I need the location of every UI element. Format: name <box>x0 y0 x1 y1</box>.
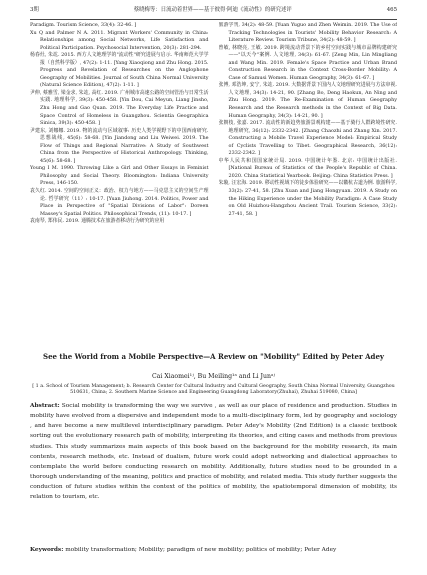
reference-entry: 杨春灶, 朱竑. 2015. 西方人文地理学的"流动性"研究进展与启示. 华南师范大学学报（自然科学版）, 47(2): 1-11. [Yang Xiaoqiong and Zhu Hong. 2015. Progress and Revelation of Researches on the Anglophone Geography of Mobilities. Journal of South China Normal University (Natural Science Edition), 47(2): 1-11. ] <box>30 52 209 89</box>
article-authors: Cai Xiaomei¹ʲ, Bu Meiling¹ᵃ and Li Junᵃʲ <box>151 373 276 380</box>
reference-entry: Paradigm. Tourism Science, 33(4): 32-46. ] <box>30 22 137 28</box>
reference-entry: 曾敏, 林晓亮, 王敏. 2019. 跨境流动背景下的乡村空间实践与城市品牌构建研究——"以天今"案例. 人文地理, 34(3): 61-67. [Zeng Min, Lin Mingliang and Wang Min. 2019. Female's Space Practice and Urban Brand Construction Research in the Context Cross-Border Mobility: A Case of Samusi Women. Human Geography, 34(3): 61-67. ] <box>218 44 397 81</box>
reference-entry: 朱璇, 汪宏海. 2019. 移动性视域下的徒步体验研究——以徽杭古道为例. 旅游科学, 33(2): 27-41, 58. [Zhu Xuan and Jiang Hongyuan. 2019. A Study on the Hiking Experience under the Mobility Paradigm: A Case Study on Old Huizhou-Hangzhou Ancient Trail. Tourism Science, 33(2): 27-41, 58. ] <box>218 180 397 217</box>
reference-entry: 旅游学刊, 34(2): 48-59. [Yuan Yuguo and Zhen Weimin. 2019. The Use of Tracking Technologies in Tourists' Mobility Behavior Research: A Literature Review. Tourism Tribune, 34(2): 48-59. ] <box>218 22 397 44</box>
references-section <box>30 22 397 366</box>
reference-entry: 中华人民共和国国家统计局. 2019. 中国统计年鉴. 北京: 中国统计出版社. [National Bureau of Statistics of the People's Republic of China. 2020. China Statistical Yearbook. Beijing: China Statistics Press. ] <box>218 157 397 179</box>
reference-entry: 尹伸, 蔡雅雪, 梁金求, 朱竑, 高红. 2019. 广州城市高速公路的空间管治与日常生活实践. 地理科学, 39(3): 450-458. [Yin Dou, Cai Meyun, Liang Jinsho, Zhu Hong and Gao Quan. 2019. The Everyday Life Practice and Space Control of Homeless in Guangzhou. Scientia Geographica Sinica, 39(3): 450-458. ] <box>30 89 209 127</box>
abstract-text: Social mobility is transforming the way we survive , as well as our place of residence and production. Studies in mobility have evolved from a dispersive and independent mode to a multi-disciplinary form, led by geography and sociology , and have become a new multilevel interdisciplinary paradigm. Peter Adey's Mobility (2nd Edition) is a classic textbook sorting out the evolutionary research path of mobility, interpreting its theories, and citing cases and methods from previous studies. This study summarizes main aspects of this book based on the background for the mobility research, its main contents, research methods, etc. Instead of dualism, future work could adopt networking and dialectical approaches to contemplate the world before conducting research on mobility. Additionally, future studies need to be grounded in a thorough understanding of the meaning, politics and practice of mobility, and related media. This study further suggests the conduction of future studies within the context of the politics of mobility, the spatiotemporal dimension of mobility, its relation to tourism, etc. <box>30 403 398 501</box>
abstract-paragraph <box>30 401 397 503</box>
article-title: See the World from a Mobile Perspective—A Review on "Mobility" Edited by Peter Adey <box>43 352 384 361</box>
keywords-text: mobility transformation; Mobility; paradigm of new mobility; politics of mobility; Peter Adey <box>65 547 337 553</box>
reference-entry: 尹建东, 刘娜娜. 2019. 物的流动与区域叙事: 历史人类学视野下的中国西南研究. 思想战线, 45(6): 58-68. [Yin Jiandong and Liu Weiwei. 2019. The Flow of Things and Regional Narrative: A Study of Southwest China from the Perspective of Historical Anthropology. Thinking, 45(6): 58-68. ] <box>30 127 209 164</box>
reference-entry: 张博, 邓浩坤, 安宁, 朱竑. 2019. 大数据背景下国内人文地理研究进展与方法审视. 人文地理, 34(3): 14-21, 90. [Zhang Bo, Deng Haokun, An Ning and Zhu Hong. 2019. The Re-Examination of Human Geography Research and the Research methods in the Context of Big Data. Human Geography, 34(3): 14-21, 90. ] <box>218 82 397 119</box>
reference-entry: 袁南琴, 郑伟民. 2019. 通腾技术在旅游者移动行为研究的应用 <box>30 218 165 225</box>
references-right-column <box>219 22 398 366</box>
reference-entry: 袁久红. 2014. 空间的空间正义：政治、权力与地方——马克思主义的空间生产理论. 哲学研究（11）: 10-17. [Yuan Jiuhong. 2014. Politics, Power and Place in Perspective of "Spatial Divisions of Labor": Doreen Massey's Spatial Politics. Philosophical Trends, (11): 10-17. ] <box>30 188 209 217</box>
keywords-line <box>30 545 397 555</box>
references-left-column <box>30 22 209 366</box>
keywords-label: Keywords: <box>30 547 64 553</box>
reference-entry: 张朝枝, 张嘉. 2017. 流动性的新趋势旅游景观构建——基于骑行人群跨境性研究. 地理研究, 36(12): 2332-2342. [Zhang Chaozhi and Zhang Xin. 2017. Constructing a Mobile Travel Experience Model: Empirical Study of Cyclists Travelling to Tibet. Geographical Research, 36(12): 2332-2342. ] <box>218 120 397 157</box>
reference-entry: Young I M. 1990. Throwing Like a Girl and Other Essays in Feminist Philosophy and Social Theory. Bloomington: Indiana University Press, 146-150. <box>30 165 209 187</box>
running-title: 蔡晓梅等：日流动着世界——基于彼得·阿迪《流动性》的研究述评 <box>133 7 292 14</box>
reference-entry: Xu Q and Palmer N A. 2011. Migrant Workers' Community in China: Relationships among Social Networks, Life Satisfaction and Political Participation. Psychosocial Intervention, 20(3): 281-294. <box>30 29 209 51</box>
article-affiliation: [ 1 a. School of Tourism Management; b. Research Center for Cultural Industry and Cultural Geography, South China Normal University, Guangzhou 510631, China; 2. Southern Marine Science and Engineering Guangdong Laboratory(Zhuhai), Zhuhai 519080, China] <box>32 384 395 396</box>
abstract-label: Abstract: <box>30 403 60 409</box>
page-header <box>30 6 397 20</box>
page-number: 465 <box>386 7 397 14</box>
issue-number: 3期 <box>30 7 39 14</box>
